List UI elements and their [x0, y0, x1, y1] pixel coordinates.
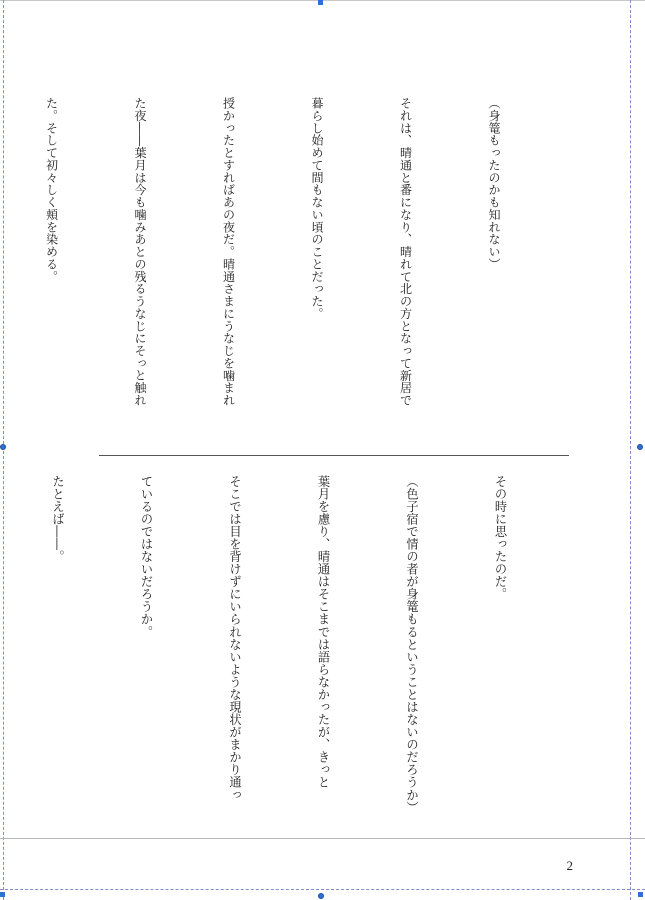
text-line: ているのではないだろうか。	[139, 475, 153, 639]
text-line: その時に思ったのだ。	[493, 475, 507, 601]
left-resize-handle[interactable]	[0, 444, 6, 450]
right-margin-guide	[630, 0, 631, 900]
right-resize-handle[interactable]	[637, 444, 643, 450]
upper-text-block	[44, 97, 567, 437]
text-line: た夜――葉月は今も噛みあとの残るうなじにそっと触れ	[133, 97, 147, 407]
text-line: た。そして初々しく頬を染める。	[44, 97, 59, 283]
text-line: 葉月を慮り、晴通はそこまでは語らなかったが、きっと	[316, 475, 330, 789]
text-line: そこでは目を背けずにいられないような現状がまかり通っ	[227, 475, 242, 802]
text-line: それは、晴通と番になり、晴れて北の方となって新居で	[398, 97, 413, 407]
bottom-right-handle[interactable]	[638, 892, 643, 897]
footer-margin-line	[0, 838, 645, 839]
column-divider-rule	[99, 455, 569, 456]
bottom-margin-guide	[0, 889, 645, 890]
text-line: たとえば――。	[50, 475, 65, 563]
lower-text-block	[50, 475, 573, 820]
text-line: （色子宿で情の者が身篭もるということはないのだろうか）	[404, 475, 419, 814]
bottom-left-handle[interactable]	[0, 892, 5, 897]
text-line: 暮らし始めて間もない頃のことだった。	[310, 97, 324, 320]
top-resize-handle[interactable]	[318, 0, 323, 5]
bottom-resize-handle[interactable]	[318, 893, 324, 899]
text-line: 授かったとすればあの夜だ。晴通さまにうなじを噛まれ	[221, 97, 236, 407]
text-line: （身篭もったのかも知れない）	[487, 97, 501, 271]
page-number: 2	[566, 858, 573, 873]
